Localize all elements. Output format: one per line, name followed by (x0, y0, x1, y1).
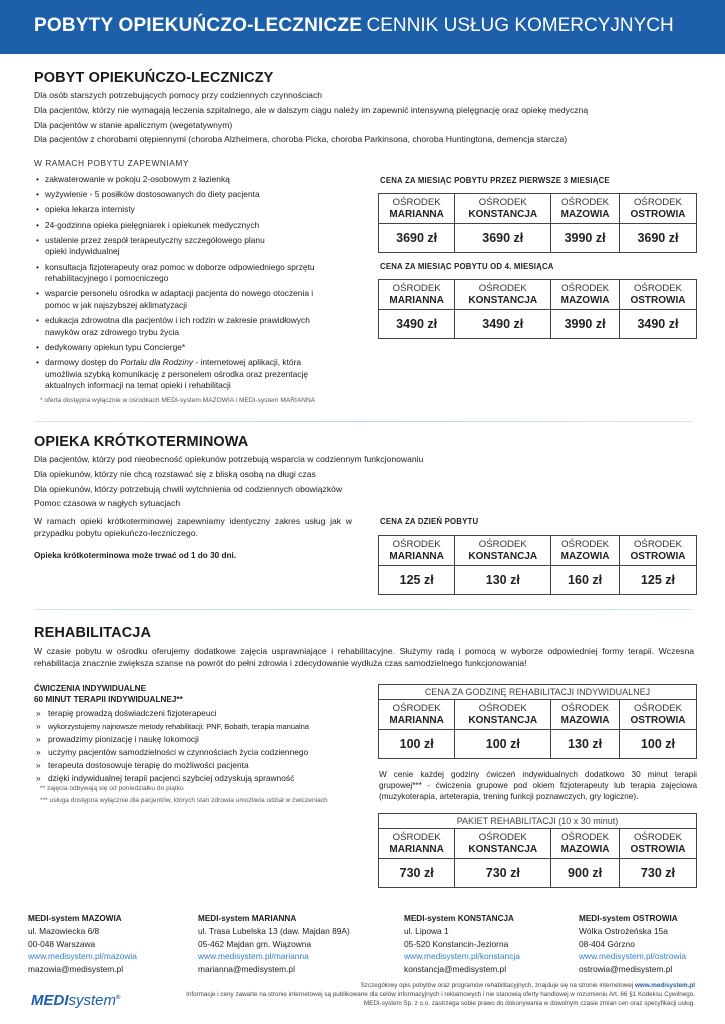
bullet-dot-icon: • (36, 189, 39, 200)
exercise-subheading: 60 MINUT TERAPII INDYWIDUALNEJ** (34, 695, 183, 704)
double-chevron-icon: » (36, 760, 41, 770)
price-cell: 730 zł (379, 859, 455, 888)
footer-center-marianna (198, 913, 350, 975)
center-header: OŚRODEK MARIANNA (379, 536, 455, 566)
footer-address: 00-048 Warszawa (28, 938, 96, 949)
price-cell: 3990 zł (551, 224, 620, 253)
center-header: OŚRODEK MARIANNA (379, 700, 455, 730)
included-heading: W RAMACH POBYTU ZAPEWNIAMY (34, 158, 189, 168)
center-header: OŚRODEK MAZOWIA (551, 280, 620, 310)
list-item: • opieka lekarza internisty (36, 204, 135, 215)
price-cell: 160 zł (551, 566, 620, 595)
list-item: • ustalenie przez zespół terapeutyczny szczegółowego planu opieki indywidualnej (36, 234, 265, 257)
list-item: • zakwaterowanie w pokoju 2-osobowym z łazienką (36, 174, 230, 184)
price-cell: 900 zł (551, 859, 620, 888)
center-header: OŚRODEK KONSTANCJA (455, 829, 551, 859)
center-header: OŚRODEK MAZOWIA (551, 829, 620, 859)
price-cell: 3490 zł (619, 310, 696, 339)
bullet-dot-icon: • (36, 261, 39, 272)
footnote-weekdays: ** zajęcia odbywają się od poniedziałku do piątku (40, 785, 184, 792)
short-term-duration: Opieka krótkoterminowa może trwać od 1 do 30 dni. (34, 551, 237, 560)
footer-address: Wólka Ostrożeńska 15a (579, 926, 668, 937)
footer-website-link[interactable]: www.medisystem.pl/marianna (198, 951, 309, 962)
center-header: OŚRODEK MAZOWIA (551, 700, 620, 730)
footer-center-mazowia (28, 913, 137, 975)
center-header: OŚRODEK OSTROWIA (619, 829, 696, 859)
page-header (0, 0, 725, 54)
center-header: OŚRODEK OSTROWIA (619, 194, 696, 224)
price-cell: 730 zł (619, 859, 696, 888)
table-caption: PAKIET REHABILITACJI (10 x 30 minut) (379, 814, 697, 829)
section1-description (34, 88, 588, 147)
footer-website-link[interactable]: www.medisystem.pl/mazowia (28, 951, 137, 962)
price-cell: 130 zł (455, 566, 551, 595)
section-title-opieka: OPIEKA KRÓTKOTERMINOWA (34, 434, 249, 450)
list-item: • wsparcie personelu ośrodka w adaptacji pacjenta do nowego otoczenia i pomoc w jak najszybszej aklimatyzacji (36, 288, 314, 310)
disclaimer-line: Informacje i ceny zawarte na stronie internetowej są publikowane dla celów informacyjnych i reklamowych i nie stanowią oferty handlowej w rozumieniu Art. 66 §1 Kodeksu Cywilnego. (186, 991, 695, 999)
price-cell: 3690 zł (379, 224, 455, 253)
double-chevron-icon: » (36, 773, 41, 783)
center-header: OŚRODEK MAZOWIA (551, 194, 620, 224)
footer-email-link[interactable]: mazowia@medisystem.pl (28, 963, 124, 974)
table-caption: CENA ZA DZIEŃ POBYTU (380, 517, 479, 526)
double-chevron-icon: » (36, 721, 41, 731)
footer-address: 05-520 Konstancin-Jeziorna (404, 938, 509, 949)
desc-line: Dla osób starszych potrzebujących pomocy przy codziennych czynnościach (34, 90, 323, 100)
footer-address: 05-462 Majdan gm. Wiązowna (198, 938, 312, 949)
included-list (36, 174, 366, 395)
center-header: OŚRODEK OSTROWIA (619, 700, 696, 730)
list-item: » uczymy pacjentów samodzielności w czynnościach życia codziennego (36, 747, 309, 757)
center-header: OŚRODEK KONSTANCJA (455, 194, 551, 224)
price-cell: 125 zł (379, 566, 455, 595)
list-item: » prowadzimy pionizację i naukę lokomocji (36, 734, 199, 744)
desc-line: Dla pacjentów, którzy nie wymagają leczenia szpitalnego, ale w dalszym ciągu należy im zapewnić intensywną pielęgnację oraz opiekę medyczną (34, 104, 589, 115)
price-cell: 125 zł (619, 566, 696, 595)
table-caption: CENA ZA GODZINĘ REHABILITACJI INDYWIDUALNEJ (379, 685, 697, 700)
bullet-dot-icon: • (36, 357, 39, 368)
rehab-intro: W czasie pobytu w ośrodku oferujemy dodatkowe zajęcia usprawniające i rehabilitacyjne. Służymy radą i pomocą w wyborze odpowiedniej formy terapii. Wczesna rehabilitacja znacznie zwiększa szanse na powrót do pełni zdrowia i zdecydowanie wydłuża czas samodzielnego funkcjonowania! (34, 646, 694, 668)
list-item: • 24-godzinna opieka pielęgniarek i opiekunek medycznych (36, 219, 260, 230)
desc-line: Pomoc czasowa w nagłych sytuacjach (34, 498, 181, 509)
desc-line: Dla pacjentów, którzy pod nieobecność opiekunów potrzebują wsparcia w codziennym funkcjonowaniu (34, 454, 424, 464)
list-item: » wykorzystujemy najnowsze metody rehabilitacji: PNF, Bobath, terapia manualna (36, 721, 309, 731)
price-cell: 100 zł (379, 730, 455, 759)
footer-address: ul. Trasa Lubelska 13 (daw. Majdan 89A) (198, 926, 350, 937)
footnote-concierge: * oferta dostępna wyłącznie w ośrodkach MEDI-system MAZOWIA i MEDI-system MARIANNA (40, 397, 316, 404)
disclaimer-line: Szczegółowy opis pobytów oraz programów rehabilitacyjnych, znajduje się na stronie internetowej www.medisystem.pl (360, 982, 695, 989)
price-cell: 3690 zł (619, 224, 696, 253)
disclaimer-line: MEDI-system Sp. z o.o. zastrzega sobie prawo do dokonywania w dowolnym czasie zmian cen oraz specyfikacji usług. (363, 1000, 695, 1008)
exercise-heading: ĆWICZENIA INDYWIDUALNE (34, 684, 147, 693)
medi-system-logo: MEDIsystem® (31, 992, 121, 1009)
footer-address: ul. Lipowa 1 (404, 926, 449, 937)
section-title-pobyt: POBYT OPIEKUŃCZO-LECZNICZY (34, 70, 274, 86)
center-header: OŚRODEK KONSTANCJA (455, 536, 551, 566)
section2-description (34, 452, 423, 511)
center-header: OŚRODEK OSTROWIA (619, 536, 696, 566)
table-caption: CENA ZA MIESIĄC POBYTU OD 4. MIESIĄCA (380, 262, 554, 271)
footer-center-name: MEDI-system MARIANNA (198, 914, 297, 923)
bullet-dot-icon: • (36, 219, 39, 230)
center-header: OŚRODEK MAZOWIA (551, 536, 620, 566)
section-title-rehabilitacja: REHABILITACJA (34, 625, 152, 641)
footer-address: ul. Mazowiecka 6/8 (28, 926, 100, 937)
footer-website-link[interactable]: www.medisystem.pl/ostrowia (579, 951, 687, 962)
footer-email-link[interactable]: konstancja@medisystem.pl (404, 963, 507, 974)
center-header: OŚRODEK MARIANNA (379, 829, 455, 859)
list-item: • edukacja zdrowotna dla pacjentów i ich rodzin w zakresie prawidłowych nawyków oraz zdrowego trybu życia (36, 315, 310, 337)
desc-line: Dla opiekunów, którzy nie chcą rozstawać się z bliską osobą na długi czas (34, 468, 316, 479)
footer-email-link[interactable]: marianna@medisystem.pl (198, 963, 295, 974)
header-title-bold: POBYTY OPIEKUŃCZO-LECZNICZE (34, 15, 363, 36)
header-title-light: CENNIK USŁUG KOMERCYJNYCH (366, 15, 674, 36)
price-cell: 3690 zł (455, 224, 551, 253)
desc-line: Dla pacjentów z chorobami otępiennymi (choroba Alzheimera, choroba Picka, choroba Parkinsona, choroba Huntingtona, demencja starcza) (34, 134, 568, 145)
double-chevron-icon: » (36, 708, 41, 718)
price-table-per-day (378, 535, 697, 595)
price-cell: 100 zł (455, 730, 551, 759)
rehab-note: W cenie każdej godziny ćwiczeń indywidualnych dodatkowo 30 minut terapii grupowej*** - ćwiczenia grupowe pod okiem fizjoterapeuty lub terapia zajęciowa (muzykoterapia, arteterapia, trening funkcji poznawczych, gry logiczne). (379, 770, 697, 802)
list-item: » terapeuta dostosowuje terapię do możliwości pacjenta (36, 760, 249, 770)
price-table-rehab-hour (378, 684, 697, 759)
list-item: • konsultacja fizjoterapeuty oraz pomoc w doborze odpowiedniego sprzętu rehabilitacyjnego i pomocniczego (36, 261, 315, 284)
bullet-dot-icon: • (36, 288, 39, 299)
section-divider (34, 609, 692, 610)
price-cell: 3990 zł (551, 310, 620, 339)
footer-center-name: MEDI-system OSTROWIA (579, 914, 678, 923)
table-caption: CENA ZA MIESIĄC POBYTU PRZEZ PIERWSZE 3 MIESIĄCE (380, 176, 610, 185)
center-header: OŚRODEK OSTROWIA (619, 280, 696, 310)
price-cell: 3490 zł (379, 310, 455, 339)
list-item: » terapię prowadzą doświadczeni fizjoterapeuci (36, 708, 217, 718)
list-item: » dzięki indywidualnej terapii pacjenci szybciej odzyskują sprawność (36, 773, 295, 783)
bullet-dot-icon: • (36, 315, 39, 326)
footer-center-konstancja (404, 913, 520, 975)
double-chevron-icon: » (36, 734, 41, 744)
section-divider (34, 421, 692, 422)
footer-address: 08-404 Górzno (579, 938, 635, 949)
center-header: OŚRODEK MARIANNA (379, 194, 455, 224)
center-header: OŚRODEK MARIANNA (379, 280, 455, 310)
short-term-note: W ramach opieki krótkoterminowej zapewniamy identyczny zakres usług jak w przypadku pobytu opiekuńczo-leczniczego. (34, 516, 352, 538)
bullet-dot-icon: • (36, 341, 39, 352)
desc-line: Dla pacjentów w stanie apalicznym (wegetatywnym) (34, 119, 233, 130)
price-cell: 130 zł (551, 730, 620, 759)
desc-line: Dla opiekunów, którzy potrzebują chwili wytchnienia od codziennych obowiązków (34, 483, 343, 494)
list-item: • dedykowany opiekun typu Concierge* (36, 341, 186, 352)
footer-center-name: MEDI-system KONSTANCJA (404, 914, 514, 923)
center-header: OŚRODEK KONSTANCJA (455, 700, 551, 730)
rehab-list (36, 707, 371, 785)
price-table-rehab-package (378, 813, 697, 888)
price-cell: 730 zł (455, 859, 551, 888)
footer-email-link[interactable]: ostrowia@medisystem.pl (579, 963, 673, 974)
bullet-dot-icon: • (36, 234, 39, 245)
list-item: • wyżywienie - 5 posiłków dostosowanych do diety pacjenta (36, 189, 260, 200)
list-item: • darmowy dostęp do Portalu dla Rodziny - internetowej aplikacji, która umożliwia szybką komunikację z personelem ośrodka oraz prezentację aktualnych informacji na temat opieki i rehabilitacji (36, 357, 309, 391)
price-table-from-4th-month (378, 279, 697, 339)
website-link[interactable]: www.medisystem.pl (635, 982, 695, 989)
center-header: OŚRODEK KONSTANCJA (455, 280, 551, 310)
price-cell: 100 zł (619, 730, 696, 759)
price-cell: 3490 zł (455, 310, 551, 339)
bullet-dot-icon: • (36, 204, 39, 215)
footer-website-link[interactable]: www.medisystem.pl/konstancja (404, 951, 520, 962)
double-chevron-icon: » (36, 747, 41, 757)
footer-center-ostrowia (579, 913, 686, 975)
bullet-dot-icon: • (36, 174, 39, 184)
footnote-group: *** usługa dostępna wyłącznie dla pacjentów, których stan zdrowia umożliwia udział w ćwiczeniach (40, 797, 328, 804)
price-table-first-3-months (378, 193, 697, 253)
legal-disclaimer (135, 981, 695, 1009)
footer-center-name: MEDI-system MAZOWIA (28, 914, 122, 923)
